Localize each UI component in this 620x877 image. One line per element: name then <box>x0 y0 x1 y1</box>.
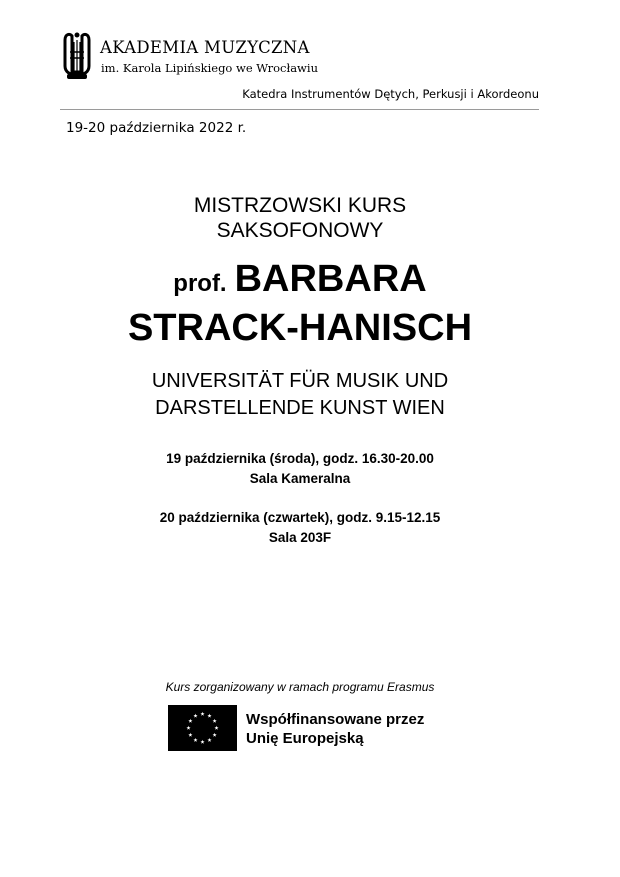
erasmus-note: Kurs zorganizowany w ramach programu Erasmus <box>165 680 435 694</box>
eu-cofunding-text <box>246 710 424 748</box>
university-line-2: DARSTELLENDE KUNST WIEN <box>155 397 445 419</box>
lyre-icon <box>60 32 94 80</box>
schedule-time: 20 października (czwartek), godz. 9.15-12.15 <box>159 510 441 525</box>
academy-name: AKADEMIA MUZYCZNA <box>100 38 310 57</box>
teacher-title: prof. <box>173 270 227 297</box>
schedule-room: Sala Kameralna <box>249 471 351 486</box>
teacher-first-name: BARBARA <box>234 258 427 300</box>
schedule-item <box>0 508 600 548</box>
teacher-name-line-1 <box>0 256 600 307</box>
department-name: Katedra Instrumentów Dętych, Perkusji i Akordeonu <box>242 87 539 101</box>
schedule-item <box>0 449 600 489</box>
schedule-room: Sala 203F <box>268 530 332 545</box>
teacher-last-name: STRACK-HANISCH <box>127 307 473 349</box>
course-date: 19-20 października 2022 r. <box>66 120 247 136</box>
university-name <box>0 368 600 422</box>
eu-line-1: Współfinansowane przez <box>246 711 425 728</box>
eu-flag-icon <box>168 705 237 751</box>
eu-line-2: Unię Europejską <box>246 730 364 747</box>
header-divider <box>60 109 539 110</box>
academy-logo <box>60 32 318 82</box>
schedule-time: 19 października (środa), godz. 16.30-20.00 <box>166 451 434 466</box>
course-title <box>0 193 600 243</box>
course-title-line-2: SAKSOFONOWY <box>216 219 384 242</box>
eu-cofunding-badge <box>168 705 468 753</box>
course-title-line-1: MISTRZOWSKI KURS <box>193 194 407 217</box>
university-line-1: UNIVERSITÄT FÜR MUSIK UND <box>151 370 449 392</box>
academy-subtitle: im. Karola Lipińskiego we Wrocławiu <box>101 61 318 75</box>
